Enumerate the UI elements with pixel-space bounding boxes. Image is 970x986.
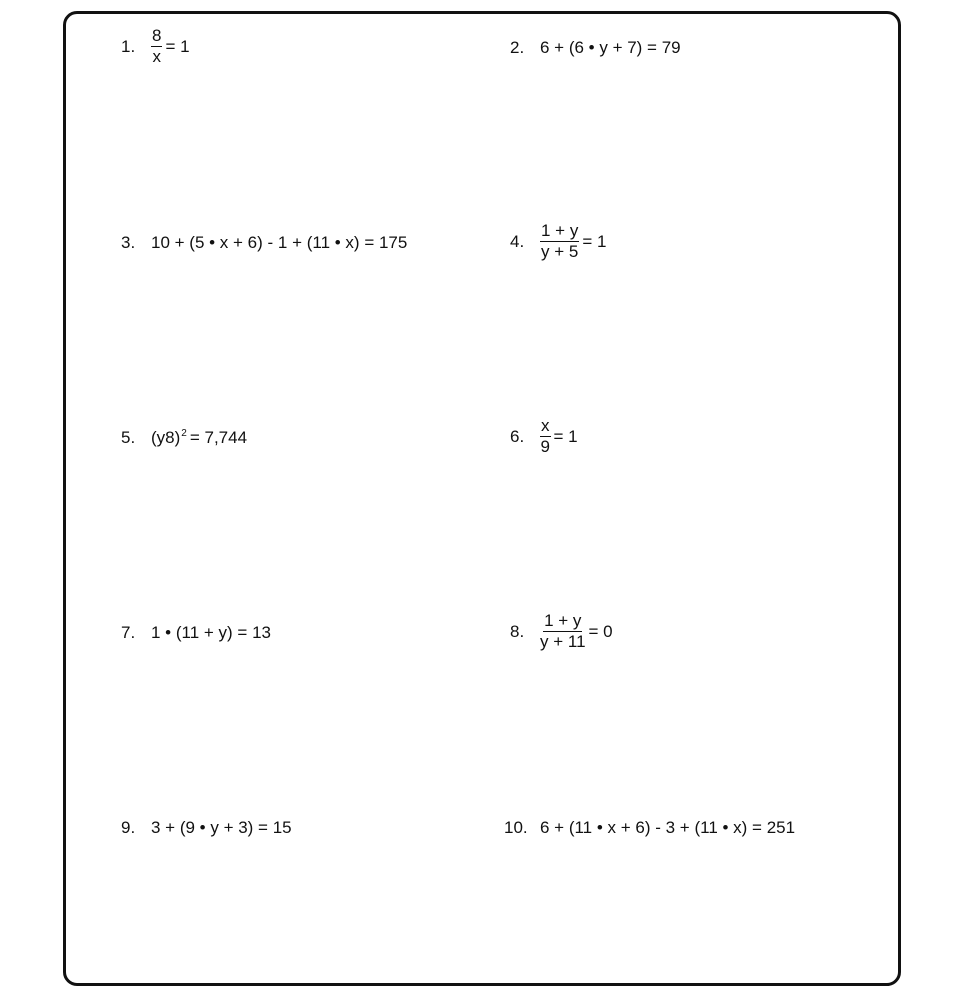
numerator: x (541, 416, 550, 435)
problem-6 (510, 417, 578, 456)
problem-number: 5. (121, 428, 136, 447)
numerator: 1 + y (541, 221, 579, 240)
exponent: 2 (181, 428, 187, 439)
equation-rest: = 1 (165, 36, 190, 56)
fraction (151, 27, 162, 66)
problem-3 (121, 233, 407, 253)
problem-number: 8. (510, 621, 525, 641)
problem-number: 10. (504, 818, 528, 837)
problem-4 (510, 222, 606, 261)
problem-8 (510, 612, 613, 651)
problem-1 (121, 27, 190, 66)
problem-number: 1. (121, 36, 136, 56)
equation-rest: = 7,744 (189, 428, 248, 447)
equation-text: 6 + (11 • x + 6) - 3 + (11 • x) = 251 (540, 818, 796, 837)
problem-number: 9. (121, 818, 136, 837)
denominator: y + 5 (541, 242, 579, 261)
equation-text: 1 • (11 + y) = 13 (151, 623, 271, 642)
denominator: x (152, 47, 161, 66)
problem-9 (121, 818, 292, 838)
equation-base: (y8) (151, 428, 181, 447)
problem-number: 4. (510, 231, 525, 251)
problem-2 (510, 38, 681, 58)
numerator: 8 (152, 26, 162, 45)
problem-number: 2. (510, 38, 525, 57)
problem-7 (121, 623, 271, 643)
denominator: 9 (540, 437, 550, 456)
problem-5 (121, 428, 247, 448)
problem-number: 7. (121, 623, 136, 642)
worksheet-frame (63, 11, 901, 986)
fraction (540, 417, 551, 456)
equation-rest: = 1 (582, 231, 607, 251)
equation-text: 6 + (6 • y + 7) = 79 (540, 38, 681, 57)
denominator: y + 11 (540, 632, 586, 651)
fraction (540, 222, 579, 261)
fraction (540, 612, 586, 651)
problem-number: 3. (121, 233, 136, 252)
problem-number: 6. (510, 426, 525, 446)
equation-rest: = 1 (553, 426, 578, 446)
equation-rest: = 0 (588, 621, 613, 641)
numerator: 1 + y (544, 611, 582, 630)
problem-10 (504, 818, 795, 838)
equation-text: 3 + (9 • y + 3) = 15 (151, 818, 292, 837)
equation-text: 10 + (5 • x + 6) - 1 + (11 • x) = 175 (151, 233, 408, 252)
